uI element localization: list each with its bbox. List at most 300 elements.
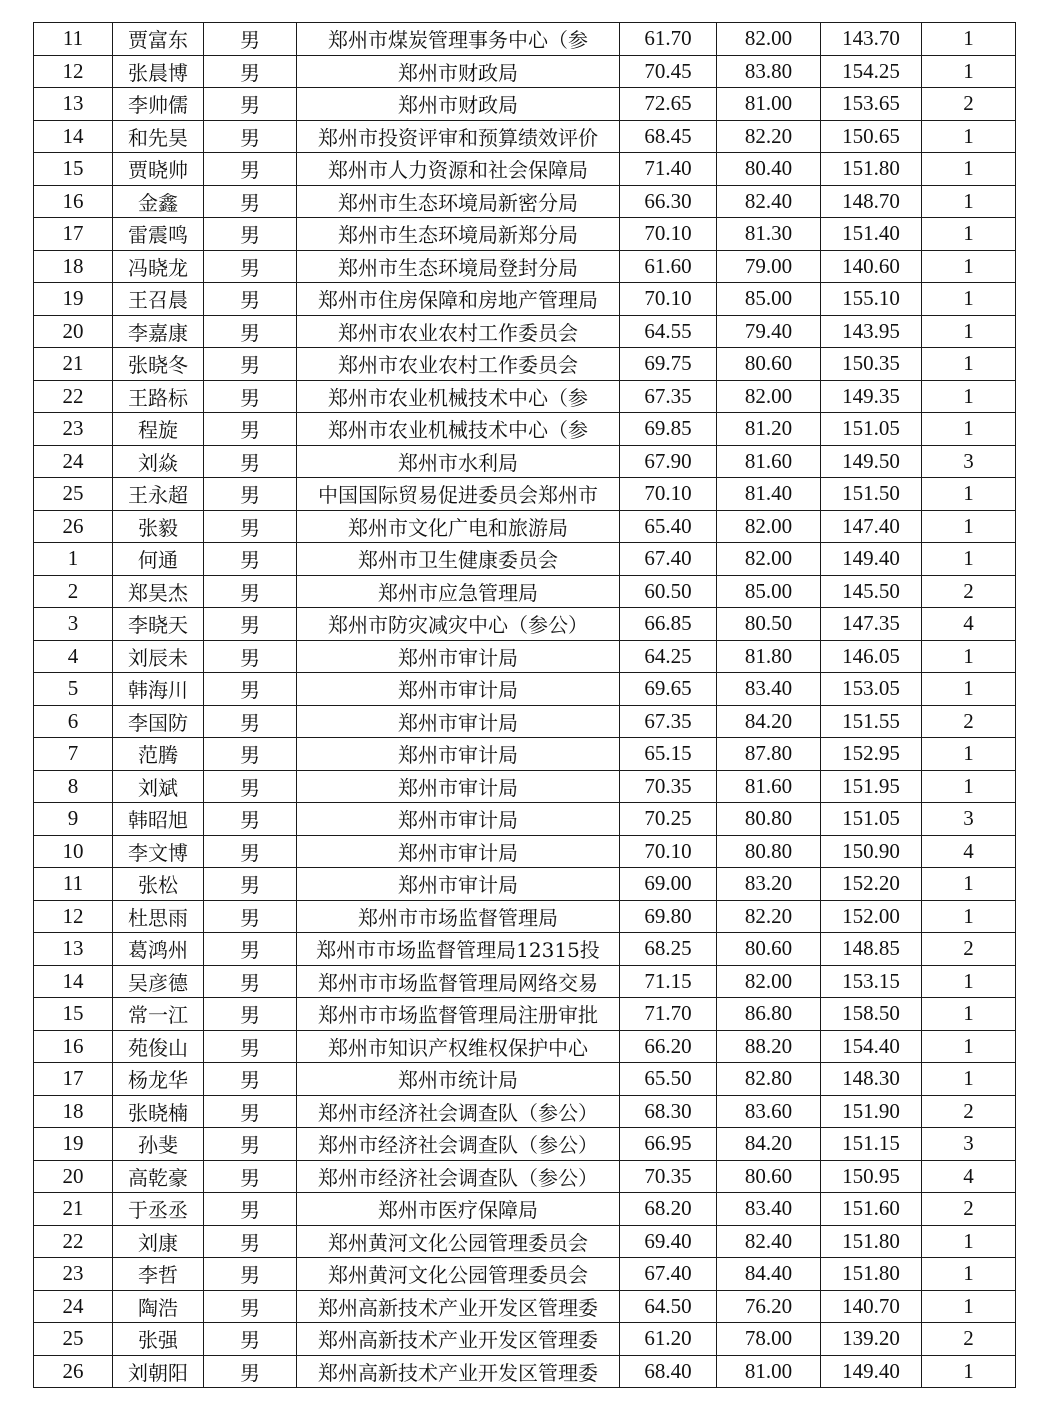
written-score-cell: 71.40	[620, 153, 717, 186]
total-score-cell: 150.65	[821, 120, 922, 153]
written-score-cell: 64.50	[620, 1290, 717, 1323]
department-cell: 郑州市农业机械技术中心（参	[297, 380, 620, 413]
table-row	[34, 868, 1016, 901]
table-row	[34, 380, 1016, 413]
name-cell: 冯晓龙	[113, 250, 204, 283]
total-score-cell: 148.30	[821, 1063, 922, 1096]
gender-cell: 男	[204, 445, 297, 478]
interview-score-cell: 81.30	[717, 218, 821, 251]
rank-cell: 1	[922, 1063, 1016, 1096]
department-cell: 郑州市卫生健康委员会	[297, 543, 620, 576]
name-cell: 何通	[113, 543, 204, 576]
gender-cell: 男	[204, 1355, 297, 1388]
rank-cell: 3	[922, 803, 1016, 836]
gender-cell: 男	[204, 998, 297, 1031]
results-table	[33, 22, 1016, 1388]
total-score-cell: 151.90	[821, 1095, 922, 1128]
seq-number-cell: 18	[34, 1095, 113, 1128]
name-cell: 李文博	[113, 835, 204, 868]
written-score-cell: 71.70	[620, 998, 717, 1031]
name-cell: 程旋	[113, 413, 204, 446]
department-cell: 郑州市审计局	[297, 803, 620, 836]
department-cell: 中国国际贸易促进委员会郑州市	[297, 478, 620, 511]
rank-cell: 1	[922, 1030, 1016, 1063]
table-row	[34, 478, 1016, 511]
department-cell: 郑州市应急管理局	[297, 575, 620, 608]
total-score-cell: 154.40	[821, 1030, 922, 1063]
interview-score-cell: 81.80	[717, 640, 821, 673]
gender-cell: 男	[204, 478, 297, 511]
rank-cell: 1	[922, 738, 1016, 771]
rank-cell: 1	[922, 315, 1016, 348]
total-score-cell: 151.40	[821, 218, 922, 251]
name-cell: 贾晓帅	[113, 153, 204, 186]
table-row	[34, 1225, 1016, 1258]
seq-number-cell: 8	[34, 770, 113, 803]
name-cell: 杜思雨	[113, 900, 204, 933]
interview-score-cell: 81.60	[717, 770, 821, 803]
gender-cell: 男	[204, 575, 297, 608]
rank-cell: 1	[922, 965, 1016, 998]
table-row	[34, 315, 1016, 348]
gender-cell: 男	[204, 380, 297, 413]
name-cell: 李哲	[113, 1258, 204, 1291]
interview-score-cell: 88.20	[717, 1030, 821, 1063]
interview-score-cell: 81.00	[717, 88, 821, 121]
rank-cell: 2	[922, 575, 1016, 608]
seq-number-cell: 10	[34, 835, 113, 868]
interview-score-cell: 84.40	[717, 1258, 821, 1291]
department-cell: 郑州市审计局	[297, 705, 620, 738]
table-row	[34, 1355, 1016, 1388]
gender-cell: 男	[204, 1095, 297, 1128]
interview-score-cell: 80.60	[717, 933, 821, 966]
department-cell: 郑州市农业农村工作委员会	[297, 348, 620, 381]
table-row	[34, 1258, 1016, 1291]
table-body	[34, 23, 1016, 1388]
gender-cell: 男	[204, 965, 297, 998]
interview-score-cell: 82.80	[717, 1063, 821, 1096]
total-score-cell: 150.90	[821, 835, 922, 868]
total-score-cell: 151.15	[821, 1128, 922, 1161]
gender-cell: 男	[204, 640, 297, 673]
written-score-cell: 69.85	[620, 413, 717, 446]
total-score-cell: 152.95	[821, 738, 922, 771]
interview-score-cell: 83.60	[717, 1095, 821, 1128]
seq-number-cell: 6	[34, 705, 113, 738]
interview-score-cell: 80.80	[717, 835, 821, 868]
written-score-cell: 68.25	[620, 933, 717, 966]
seq-number-cell: 24	[34, 445, 113, 478]
department-cell: 郑州市经济社会调查队（参公）	[297, 1128, 620, 1161]
seq-number-cell: 14	[34, 965, 113, 998]
table-row	[34, 218, 1016, 251]
total-score-cell: 151.50	[821, 478, 922, 511]
department-cell: 郑州市人力资源和社会保障局	[297, 153, 620, 186]
seq-number-cell: 25	[34, 1323, 113, 1356]
written-score-cell: 68.20	[620, 1193, 717, 1226]
table-row	[34, 348, 1016, 381]
name-cell: 张晓楠	[113, 1095, 204, 1128]
total-score-cell: 149.40	[821, 1355, 922, 1388]
total-score-cell: 153.15	[821, 965, 922, 998]
written-score-cell: 70.10	[620, 835, 717, 868]
gender-cell: 男	[204, 803, 297, 836]
name-cell: 陶浩	[113, 1290, 204, 1323]
name-cell: 郑昊杰	[113, 575, 204, 608]
gender-cell: 男	[204, 1258, 297, 1291]
interview-score-cell: 79.00	[717, 250, 821, 283]
seq-number-cell: 11	[34, 868, 113, 901]
seq-number-cell: 19	[34, 1128, 113, 1161]
total-score-cell: 151.05	[821, 413, 922, 446]
interview-score-cell: 82.00	[717, 965, 821, 998]
table-row	[34, 705, 1016, 738]
table-row	[34, 933, 1016, 966]
written-score-cell: 68.45	[620, 120, 717, 153]
total-score-cell: 149.40	[821, 543, 922, 576]
department-cell: 郑州市市场监督管理局	[297, 900, 620, 933]
interview-score-cell: 80.50	[717, 608, 821, 641]
total-score-cell: 151.80	[821, 1225, 922, 1258]
department-cell: 郑州市审计局	[297, 738, 620, 771]
rank-cell: 4	[922, 835, 1016, 868]
name-cell: 张松	[113, 868, 204, 901]
interview-score-cell: 84.20	[717, 1128, 821, 1161]
gender-cell: 男	[204, 770, 297, 803]
department-cell: 郑州市生态环境局登封分局	[297, 250, 620, 283]
written-score-cell: 61.70	[620, 23, 717, 56]
seq-number-cell: 18	[34, 250, 113, 283]
interview-score-cell: 82.00	[717, 380, 821, 413]
gender-cell: 男	[204, 543, 297, 576]
total-score-cell: 151.95	[821, 770, 922, 803]
name-cell: 王召晨	[113, 283, 204, 316]
written-score-cell: 60.50	[620, 575, 717, 608]
name-cell: 张晓冬	[113, 348, 204, 381]
rank-cell: 1	[922, 55, 1016, 88]
written-score-cell: 72.65	[620, 88, 717, 121]
table-row	[34, 445, 1016, 478]
interview-score-cell: 83.40	[717, 673, 821, 706]
interview-score-cell: 80.80	[717, 803, 821, 836]
name-cell: 范腾	[113, 738, 204, 771]
rank-cell: 2	[922, 88, 1016, 121]
rank-cell: 1	[922, 478, 1016, 511]
gender-cell: 男	[204, 218, 297, 251]
gender-cell: 男	[204, 88, 297, 121]
interview-score-cell: 79.40	[717, 315, 821, 348]
interview-score-cell: 82.00	[717, 23, 821, 56]
name-cell: 张晨博	[113, 55, 204, 88]
total-score-cell: 148.70	[821, 185, 922, 218]
total-score-cell: 151.80	[821, 1258, 922, 1291]
gender-cell: 男	[204, 1063, 297, 1096]
seq-number-cell: 9	[34, 803, 113, 836]
name-cell: 苑俊山	[113, 1030, 204, 1063]
table-row	[34, 510, 1016, 543]
department-cell: 郑州市生态环境局新密分局	[297, 185, 620, 218]
table-row	[34, 1160, 1016, 1193]
department-cell: 郑州市统计局	[297, 1063, 620, 1096]
seq-number-cell: 22	[34, 380, 113, 413]
table-row	[34, 153, 1016, 186]
written-score-cell: 70.25	[620, 803, 717, 836]
name-cell: 李晓天	[113, 608, 204, 641]
rank-cell: 1	[922, 900, 1016, 933]
written-score-cell: 70.10	[620, 218, 717, 251]
total-score-cell: 153.05	[821, 673, 922, 706]
name-cell: 于丞丞	[113, 1193, 204, 1226]
written-score-cell: 64.55	[620, 315, 717, 348]
interview-score-cell: 83.20	[717, 868, 821, 901]
department-cell: 郑州市财政局	[297, 88, 620, 121]
total-score-cell: 148.85	[821, 933, 922, 966]
total-score-cell: 151.55	[821, 705, 922, 738]
seq-number-cell: 21	[34, 348, 113, 381]
department-cell: 郑州市审计局	[297, 835, 620, 868]
name-cell: 王永超	[113, 478, 204, 511]
table-row	[34, 1193, 1016, 1226]
department-cell: 郑州市市场监督管理局网络交易	[297, 965, 620, 998]
seq-number-cell: 15	[34, 998, 113, 1031]
seq-number-cell: 1	[34, 543, 113, 576]
seq-number-cell: 25	[34, 478, 113, 511]
name-cell: 刘斌	[113, 770, 204, 803]
name-cell: 刘康	[113, 1225, 204, 1258]
department-cell: 郑州市医疗保障局	[297, 1193, 620, 1226]
department-cell: 郑州市生态环境局新郑分局	[297, 218, 620, 251]
rank-cell: 4	[922, 1160, 1016, 1193]
gender-cell: 男	[204, 1030, 297, 1063]
rank-cell: 1	[922, 510, 1016, 543]
table-row	[34, 608, 1016, 641]
gender-cell: 男	[204, 413, 297, 446]
written-score-cell: 65.40	[620, 510, 717, 543]
total-score-cell: 154.25	[821, 55, 922, 88]
table-row	[34, 965, 1016, 998]
table-row	[34, 803, 1016, 836]
seq-number-cell: 13	[34, 933, 113, 966]
table-row	[34, 835, 1016, 868]
gender-cell: 男	[204, 153, 297, 186]
seq-number-cell: 11	[34, 23, 113, 56]
written-score-cell: 70.45	[620, 55, 717, 88]
interview-score-cell: 82.20	[717, 120, 821, 153]
gender-cell: 男	[204, 1290, 297, 1323]
interview-score-cell: 81.00	[717, 1355, 821, 1388]
interview-score-cell: 80.60	[717, 1160, 821, 1193]
table-row	[34, 185, 1016, 218]
department-cell: 郑州市文化广电和旅游局	[297, 510, 620, 543]
rank-cell: 2	[922, 1095, 1016, 1128]
table-row	[34, 640, 1016, 673]
rank-cell: 1	[922, 413, 1016, 446]
gender-cell: 男	[204, 185, 297, 218]
total-score-cell: 147.35	[821, 608, 922, 641]
department-cell: 郑州黄河文化公园管理委员会	[297, 1225, 620, 1258]
total-score-cell: 152.20	[821, 868, 922, 901]
rank-cell: 1	[922, 673, 1016, 706]
gender-cell: 男	[204, 835, 297, 868]
department-cell: 郑州市经济社会调查队（参公）	[297, 1095, 620, 1128]
name-cell: 杨龙华	[113, 1063, 204, 1096]
rank-cell: 2	[922, 1193, 1016, 1226]
rank-cell: 1	[922, 153, 1016, 186]
seq-number-cell: 12	[34, 900, 113, 933]
department-cell: 郑州市经济社会调查队（参公）	[297, 1160, 620, 1193]
seq-number-cell: 12	[34, 55, 113, 88]
written-score-cell: 64.25	[620, 640, 717, 673]
total-score-cell: 146.05	[821, 640, 922, 673]
department-cell: 郑州市审计局	[297, 868, 620, 901]
seq-number-cell: 15	[34, 153, 113, 186]
gender-cell: 男	[204, 1323, 297, 1356]
rank-cell: 1	[922, 283, 1016, 316]
rank-cell: 2	[922, 933, 1016, 966]
interview-score-cell: 83.40	[717, 1193, 821, 1226]
name-cell: 葛鸿州	[113, 933, 204, 966]
total-score-cell: 149.50	[821, 445, 922, 478]
interview-score-cell: 82.20	[717, 900, 821, 933]
total-score-cell: 151.80	[821, 153, 922, 186]
rank-cell: 1	[922, 543, 1016, 576]
rank-cell: 3	[922, 1128, 1016, 1161]
rank-cell: 2	[922, 705, 1016, 738]
rank-cell: 1	[922, 1225, 1016, 1258]
name-cell: 和先昊	[113, 120, 204, 153]
rank-cell: 1	[922, 770, 1016, 803]
interview-score-cell: 80.40	[717, 153, 821, 186]
table-row	[34, 998, 1016, 1031]
gender-cell: 男	[204, 608, 297, 641]
seq-number-cell: 7	[34, 738, 113, 771]
total-score-cell: 150.35	[821, 348, 922, 381]
interview-score-cell: 83.80	[717, 55, 821, 88]
department-cell: 郑州市防灾减灾中心（参公）	[297, 608, 620, 641]
seq-number-cell: 3	[34, 608, 113, 641]
name-cell: 张强	[113, 1323, 204, 1356]
name-cell: 韩海川	[113, 673, 204, 706]
interview-score-cell: 76.20	[717, 1290, 821, 1323]
seq-number-cell: 22	[34, 1225, 113, 1258]
seq-number-cell: 16	[34, 185, 113, 218]
table-row	[34, 1323, 1016, 1356]
name-cell: 常一江	[113, 998, 204, 1031]
table-row	[34, 1128, 1016, 1161]
rank-cell: 1	[922, 1290, 1016, 1323]
seq-number-cell: 23	[34, 413, 113, 446]
rank-cell: 1	[922, 998, 1016, 1031]
name-cell: 王路标	[113, 380, 204, 413]
total-score-cell: 151.05	[821, 803, 922, 836]
written-score-cell: 69.65	[620, 673, 717, 706]
name-cell: 高乾豪	[113, 1160, 204, 1193]
gender-cell: 男	[204, 1128, 297, 1161]
department-cell: 郑州市投资评审和预算绩效评价	[297, 120, 620, 153]
gender-cell: 男	[204, 673, 297, 706]
rank-cell: 1	[922, 250, 1016, 283]
rank-cell: 1	[922, 218, 1016, 251]
written-score-cell: 70.10	[620, 478, 717, 511]
department-cell: 郑州高新技术产业开发区管理委	[297, 1290, 620, 1323]
interview-score-cell: 81.20	[717, 413, 821, 446]
total-score-cell: 145.50	[821, 575, 922, 608]
written-score-cell: 61.60	[620, 250, 717, 283]
department-cell: 郑州市知识产权维权保护中心	[297, 1030, 620, 1063]
interview-score-cell: 82.40	[717, 1225, 821, 1258]
seq-number-cell: 26	[34, 1355, 113, 1388]
department-cell: 郑州市农业机械技术中心（参	[297, 413, 620, 446]
table-row	[34, 1063, 1016, 1096]
written-score-cell: 70.10	[620, 283, 717, 316]
table-row	[34, 543, 1016, 576]
table-row	[34, 413, 1016, 446]
table-row	[34, 1095, 1016, 1128]
written-score-cell: 66.20	[620, 1030, 717, 1063]
table-row	[34, 1290, 1016, 1323]
department-cell: 郑州市市场监督管理局注册审批	[297, 998, 620, 1031]
table-row	[34, 900, 1016, 933]
table-row	[34, 673, 1016, 706]
name-cell: 韩昭旭	[113, 803, 204, 836]
department-cell: 郑州市住房保障和房地产管理局	[297, 283, 620, 316]
written-score-cell: 68.30	[620, 1095, 717, 1128]
interview-score-cell: 81.60	[717, 445, 821, 478]
rank-cell: 1	[922, 640, 1016, 673]
name-cell: 金鑫	[113, 185, 204, 218]
department-cell: 郑州市审计局	[297, 770, 620, 803]
interview-score-cell: 82.00	[717, 510, 821, 543]
gender-cell: 男	[204, 348, 297, 381]
name-cell: 刘焱	[113, 445, 204, 478]
written-score-cell: 67.40	[620, 1258, 717, 1291]
name-cell: 雷震鸣	[113, 218, 204, 251]
gender-cell: 男	[204, 1160, 297, 1193]
gender-cell: 男	[204, 250, 297, 283]
interview-score-cell: 85.00	[717, 575, 821, 608]
gender-cell: 男	[204, 23, 297, 56]
written-score-cell: 67.35	[620, 705, 717, 738]
interview-score-cell: 84.20	[717, 705, 821, 738]
name-cell: 吴彦德	[113, 965, 204, 998]
gender-cell: 男	[204, 933, 297, 966]
total-score-cell: 140.60	[821, 250, 922, 283]
written-score-cell: 67.90	[620, 445, 717, 478]
rank-cell: 1	[922, 868, 1016, 901]
table-row	[34, 738, 1016, 771]
department-cell: 郑州市水利局	[297, 445, 620, 478]
interview-score-cell: 82.40	[717, 185, 821, 218]
seq-number-cell: 13	[34, 88, 113, 121]
name-cell: 李帅儒	[113, 88, 204, 121]
interview-score-cell: 81.40	[717, 478, 821, 511]
department-cell: 郑州市财政局	[297, 55, 620, 88]
written-score-cell: 69.40	[620, 1225, 717, 1258]
gender-cell: 男	[204, 1193, 297, 1226]
written-score-cell: 67.35	[620, 380, 717, 413]
seq-number-cell: 19	[34, 283, 113, 316]
total-score-cell: 149.35	[821, 380, 922, 413]
name-cell: 刘辰未	[113, 640, 204, 673]
seq-number-cell: 2	[34, 575, 113, 608]
rank-cell: 1	[922, 380, 1016, 413]
table-row	[34, 770, 1016, 803]
gender-cell: 男	[204, 1225, 297, 1258]
department-cell: 郑州高新技术产业开发区管理委	[297, 1323, 620, 1356]
written-score-cell: 66.85	[620, 608, 717, 641]
written-score-cell: 66.30	[620, 185, 717, 218]
